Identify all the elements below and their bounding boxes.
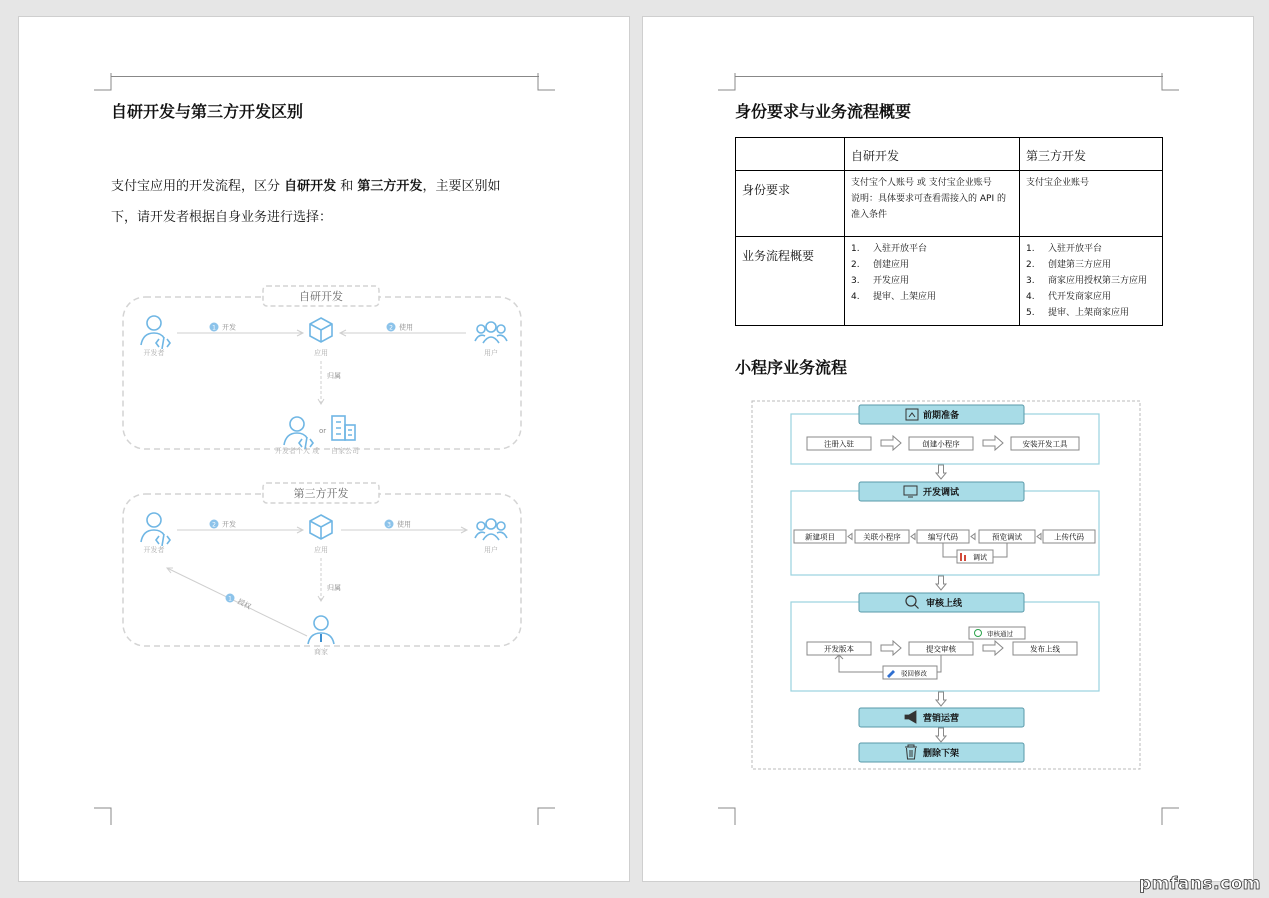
list-item: 2. 创建应用 [851, 260, 910, 270]
app-label: 应用 [314, 349, 328, 357]
belongs-label: 归属 [327, 584, 341, 592]
svg-text:审核通过: 审核通过 [987, 630, 1013, 638]
developer-label: 开发者 [143, 349, 165, 357]
svg-text:发布上线: 发布上线 [1030, 644, 1060, 654]
crop-mark-bottom-right [1161, 807, 1179, 825]
crop-mark-top-left [94, 73, 112, 91]
table-cell-identity-self: 支付宝个人账号 或 支付宝企业账号 说明：具体要求可查看需接入的 API 的准入条件 [845, 171, 1020, 237]
svg-text:1: 1 [212, 324, 216, 332]
developer-personal-label: 开发者个人 或 [274, 447, 320, 455]
user-group-icon [475, 322, 507, 343]
table-row-identity-label: 身份要求 [736, 171, 845, 237]
list-item: 1. 入驻开放平台 [851, 244, 928, 254]
watermark: pmfans.com [1139, 874, 1261, 894]
step-use-label: 使用 [399, 323, 413, 332]
table-corner-cell [736, 138, 845, 171]
svg-text:营销运营: 营销运营 [922, 714, 960, 724]
list-item: 3. 商家应用授权第三方应用 [1026, 276, 1148, 286]
table-cell-identity-third: 支付宝企业账号 [1020, 171, 1163, 237]
svg-text:新建项目: 新建项目 [805, 532, 835, 542]
developer-personal-icon [284, 417, 313, 449]
list-item: 4. 代开发商家应用 [1026, 292, 1112, 302]
svg-text:开发调试: 开发调试 [922, 488, 960, 498]
company-label: 自家公司 [331, 447, 359, 455]
company-building-icon [332, 416, 355, 440]
list-item: 5. 提审、上架商家应用 [1026, 308, 1130, 318]
svg-text:前期准备: 前期准备 [922, 411, 960, 421]
merchant-icon [308, 616, 334, 644]
miniprogram-flow-diagram [751, 400, 1143, 772]
section-title-identity: 身份要求与业务流程概要 [735, 102, 912, 121]
header-rule [735, 76, 1163, 77]
left-page [18, 16, 630, 882]
third-party-diagram [119, 478, 529, 656]
crop-mark-bottom-right [537, 807, 555, 825]
table-cell-flow-third [1020, 237, 1163, 326]
crop-mark-top-right [1161, 73, 1179, 91]
identity-flow-table [735, 137, 1163, 326]
intro-paragraph: 支付宝应用的开发流程，区分 自研开发 和 第三方开发，主要区别如 下，请开发者根据自身业务进行选择： [111, 179, 501, 225]
svg-text:注册入驻: 注册入驻 [824, 439, 854, 449]
svg-text:删除下架: 删除下架 [922, 749, 960, 759]
step-use-label: 使用 [397, 520, 411, 529]
step-develop-label: 开发 [222, 520, 236, 529]
developer-icon [141, 316, 170, 349]
svg-text:提交审核: 提交审核 [926, 644, 956, 654]
third-party-frame [123, 494, 521, 646]
crop-mark-top-right [537, 73, 555, 91]
step-develop-label: 开发 [222, 323, 236, 332]
user-label: 用户 [484, 546, 498, 554]
app-cube-icon [310, 318, 332, 342]
section-title-miniprogram: 小程序业务流程 [735, 358, 848, 377]
svg-text:2: 2 [389, 324, 393, 332]
crop-mark-top-left [718, 73, 736, 91]
list-item: 2. 创建第三方应用 [1026, 260, 1112, 270]
svg-text:编写代码: 编写代码 [928, 532, 958, 542]
svg-text:1: 1 [228, 595, 232, 603]
svg-text:驳回修改: 驳回修改 [901, 669, 927, 678]
or-label: or [319, 427, 327, 435]
self-dev-diagram [119, 281, 529, 453]
step-authorize-label: 授权 [236, 597, 253, 611]
svg-text:关联小程序: 关联小程序 [863, 532, 901, 542]
svg-text:上传代码: 上传代码 [1054, 532, 1084, 542]
svg-text:安装开发工具: 安装开发工具 [1022, 439, 1068, 449]
list-item: 4. 提审、上架应用 [851, 292, 937, 302]
crop-mark-bottom-left [718, 807, 736, 825]
app-cube-icon [310, 515, 332, 539]
svg-text:开发版本: 开发版本 [824, 644, 854, 654]
list-item: 1. 入驻开放平台 [1026, 244, 1103, 254]
table-header-third: 第三方开发 [1020, 138, 1163, 171]
svg-text:2: 2 [212, 521, 216, 529]
user-group-icon [475, 519, 507, 540]
user-label: 用户 [484, 349, 498, 357]
table-header-self: 自研开发 [845, 138, 1020, 171]
list-item: 3. 开发应用 [851, 276, 910, 286]
header-rule [111, 76, 539, 77]
svg-text:3: 3 [387, 521, 391, 529]
svg-text:调试: 调试 [973, 553, 987, 562]
belongs-label: 归属 [327, 372, 341, 380]
app-label: 应用 [314, 546, 328, 554]
crop-mark-bottom-left [94, 807, 112, 825]
developer-icon [141, 513, 170, 546]
right-page [642, 16, 1254, 882]
self-dev-title: 自研开发 [299, 290, 343, 303]
merchant-label: 商家 [314, 648, 328, 656]
svg-text:审核上线: 审核上线 [925, 599, 963, 609]
svg-text:创建小程序: 创建小程序 [922, 439, 960, 449]
table-cell-flow-self [845, 237, 1020, 326]
table-row-flow-label: 业务流程概要 [736, 237, 845, 326]
svg-text:预览调试: 预览调试 [992, 532, 1022, 542]
developer-label: 开发者 [143, 546, 165, 554]
page-title: 自研开发与第三方开发区别 [111, 102, 304, 121]
third-party-title: 第三方开发 [293, 487, 349, 500]
